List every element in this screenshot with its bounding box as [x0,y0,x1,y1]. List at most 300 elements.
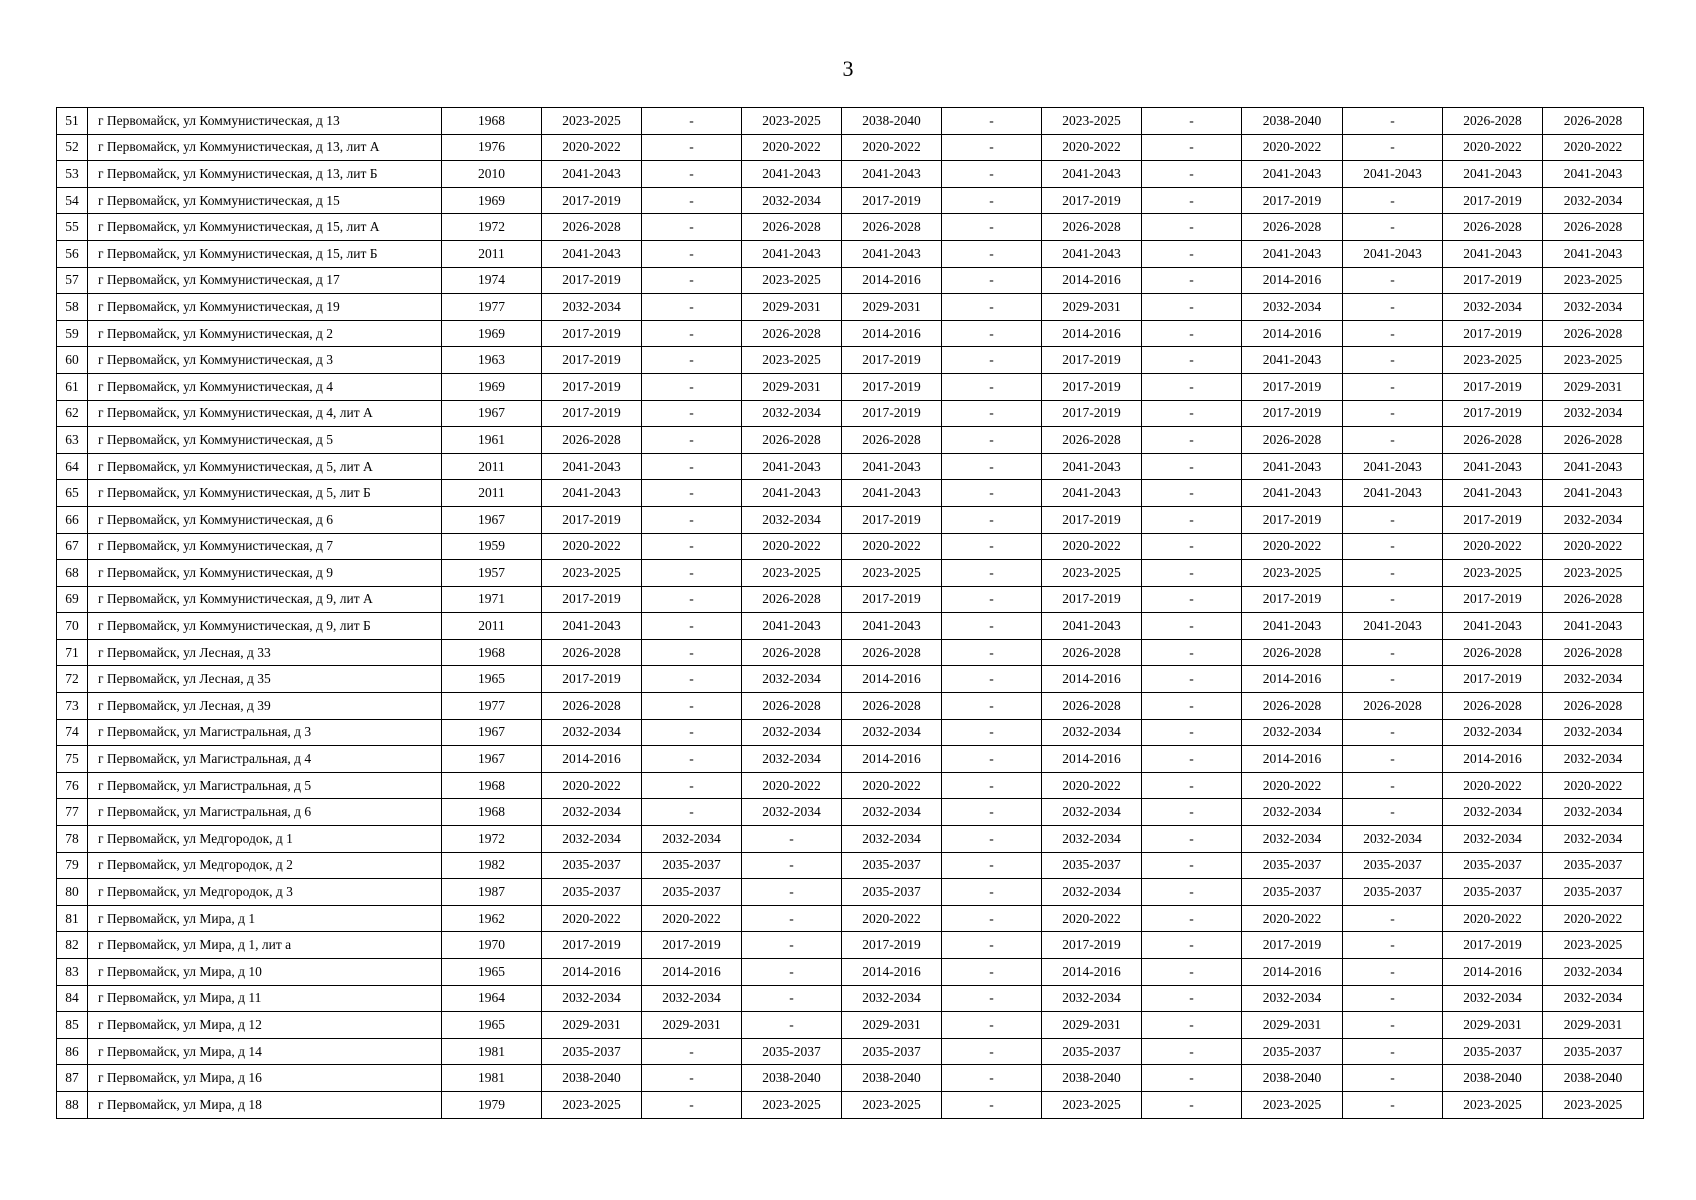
period-cell-9: - [1343,1091,1443,1118]
table-row [57,666,1644,693]
address-cell: г Первомайск, ул Коммунистическая, д 15 [88,187,442,214]
period-cell-5: - [942,879,1042,906]
period-cell-8: 2038-2040 [1242,1065,1343,1092]
period-cell-5: - [942,613,1042,640]
year-cell: 1968 [442,639,542,666]
period-cell-11: 2026-2028 [1543,586,1644,613]
period-cell-11: 2032-2034 [1543,985,1644,1012]
period-cell-5: - [942,639,1042,666]
period-cell-4: 2035-2037 [842,879,942,906]
period-cell-1: 2029-2031 [542,1012,642,1039]
period-cell-2: - [642,1038,742,1065]
table-body [57,108,1644,1119]
period-cell-8: 2026-2028 [1242,214,1343,241]
period-cell-1: 2032-2034 [542,719,642,746]
period-cell-7: - [1142,879,1242,906]
period-cell-7: - [1142,533,1242,560]
period-cell-7: - [1142,214,1242,241]
period-cell-3: - [742,932,842,959]
period-cell-2: - [642,613,742,640]
period-cell-3: 2041-2043 [742,480,842,507]
period-cell-1: 2023-2025 [542,1091,642,1118]
period-cell-10: 2026-2028 [1443,693,1543,720]
row-number-cell: 68 [57,560,88,587]
address-cell: г Первомайск, ул Медгородок, д 1 [88,826,442,853]
period-cell-2: 2020-2022 [642,905,742,932]
address-cell: г Первомайск, ул Коммунистическая, д 9 [88,560,442,587]
period-cell-4: 2038-2040 [842,1065,942,1092]
period-cell-4: 2032-2034 [842,826,942,853]
year-cell: 1979 [442,1091,542,1118]
period-cell-4: 2038-2040 [842,108,942,135]
period-cell-9: 2041-2043 [1343,453,1443,480]
table-row [57,214,1644,241]
address-cell: г Первомайск, ул Мира, д 14 [88,1038,442,1065]
period-cell-6: 2014-2016 [1042,959,1142,986]
year-cell: 1974 [442,267,542,294]
period-cell-8: 2041-2043 [1242,613,1343,640]
period-cell-6: 2026-2028 [1042,639,1142,666]
period-cell-6: 2032-2034 [1042,719,1142,746]
table-row [57,985,1644,1012]
period-cell-4: 2017-2019 [842,932,942,959]
period-cell-1: 2026-2028 [542,427,642,454]
row-number-cell: 59 [57,320,88,347]
year-cell: 1972 [442,826,542,853]
period-cell-3: - [742,1012,842,1039]
period-cell-2: 2014-2016 [642,959,742,986]
period-cell-2: - [642,772,742,799]
period-cell-9: - [1343,1012,1443,1039]
period-cell-2: - [642,267,742,294]
period-cell-11: 2032-2034 [1543,400,1644,427]
period-cell-10: 2020-2022 [1443,772,1543,799]
year-cell: 1968 [442,772,542,799]
period-cell-5: - [942,320,1042,347]
table-row [57,746,1644,773]
period-cell-1: 2041-2043 [542,480,642,507]
period-cell-6: 2017-2019 [1042,347,1142,374]
period-cell-5: - [942,1038,1042,1065]
period-cell-11: 2032-2034 [1543,666,1644,693]
period-cell-2: - [642,1091,742,1118]
period-cell-2: - [642,533,742,560]
period-cell-9: - [1343,586,1443,613]
period-cell-2: - [642,187,742,214]
period-cell-9: - [1343,320,1443,347]
period-cell-3: 2026-2028 [742,427,842,454]
period-cell-10: 2041-2043 [1443,161,1543,188]
year-cell: 1959 [442,533,542,560]
row-number-cell: 66 [57,506,88,533]
period-cell-10: 2041-2043 [1443,480,1543,507]
period-cell-11: 2029-2031 [1543,373,1644,400]
period-cell-7: - [1142,985,1242,1012]
period-cell-3: 2023-2025 [742,267,842,294]
period-cell-4: 2023-2025 [842,1091,942,1118]
period-cell-4: 2014-2016 [842,666,942,693]
period-cell-6: 2041-2043 [1042,480,1142,507]
period-cell-3: 2041-2043 [742,613,842,640]
period-cell-10: 2014-2016 [1443,746,1543,773]
schedule-table [56,107,1644,1119]
period-cell-8: 2014-2016 [1242,959,1343,986]
period-cell-9: - [1343,347,1443,374]
period-cell-5: - [942,1091,1042,1118]
period-cell-2: - [642,639,742,666]
period-cell-4: 2032-2034 [842,799,942,826]
period-cell-8: 2017-2019 [1242,187,1343,214]
period-cell-7: - [1142,772,1242,799]
address-cell: г Первомайск, ул Коммунистическая, д 17 [88,267,442,294]
period-cell-1: 2032-2034 [542,985,642,1012]
period-cell-1: 2038-2040 [542,1065,642,1092]
period-cell-11: 2026-2028 [1543,108,1644,135]
period-cell-5: - [942,719,1042,746]
table-row [57,693,1644,720]
period-cell-9: - [1343,1065,1443,1092]
row-number-cell: 65 [57,480,88,507]
address-cell: г Первомайск, ул Коммунистическая, д 15, лит А [88,214,442,241]
period-cell-11: 2020-2022 [1543,134,1644,161]
address-cell: г Первомайск, ул Коммунистическая, д 5, лит Б [88,480,442,507]
period-cell-4: 2026-2028 [842,693,942,720]
period-cell-5: - [942,852,1042,879]
period-cell-2: - [642,1065,742,1092]
period-cell-11: 2041-2043 [1543,161,1644,188]
period-cell-5: - [942,373,1042,400]
address-cell: г Первомайск, ул Коммунистическая, д 4, лит А [88,400,442,427]
period-cell-8: 2026-2028 [1242,693,1343,720]
period-cell-11: 2032-2034 [1543,719,1644,746]
year-cell: 1969 [442,373,542,400]
row-number-cell: 61 [57,373,88,400]
period-cell-10: 2017-2019 [1443,506,1543,533]
period-cell-4: 2017-2019 [842,506,942,533]
period-cell-4: 2041-2043 [842,161,942,188]
period-cell-7: - [1142,666,1242,693]
period-cell-4: 2041-2043 [842,240,942,267]
period-cell-4: 2035-2037 [842,852,942,879]
period-cell-9: - [1343,267,1443,294]
address-cell: г Первомайск, ул Коммунистическая, д 13 [88,108,442,135]
year-cell: 1969 [442,187,542,214]
period-cell-6: 2038-2040 [1042,1065,1142,1092]
period-cell-2: - [642,506,742,533]
period-cell-7: - [1142,1065,1242,1092]
period-cell-8: 2035-2037 [1242,852,1343,879]
address-cell: г Первомайск, ул Медгородок, д 3 [88,879,442,906]
address-cell: г Первомайск, ул Магистральная, д 4 [88,746,442,773]
period-cell-6: 2017-2019 [1042,373,1142,400]
period-cell-2: - [642,108,742,135]
period-cell-4: 2020-2022 [842,905,942,932]
table-row [57,826,1644,853]
period-cell-6: 2032-2034 [1042,826,1142,853]
period-cell-9: - [1343,506,1443,533]
period-cell-6: 2035-2037 [1042,852,1142,879]
period-cell-11: 2023-2025 [1543,267,1644,294]
period-cell-8: 2014-2016 [1242,320,1343,347]
period-cell-5: - [942,108,1042,135]
row-number-cell: 58 [57,294,88,321]
period-cell-11: 2032-2034 [1543,506,1644,533]
address-cell: г Первомайск, ул Лесная, д 39 [88,693,442,720]
period-cell-7: - [1142,959,1242,986]
year-cell: 1963 [442,347,542,374]
table-row [57,533,1644,560]
period-cell-5: - [942,560,1042,587]
period-cell-5: - [942,905,1042,932]
year-cell: 1965 [442,959,542,986]
period-cell-8: 2023-2025 [1242,560,1343,587]
period-cell-3: 2035-2037 [742,1038,842,1065]
year-cell: 1967 [442,719,542,746]
period-cell-6: 2023-2025 [1042,560,1142,587]
row-number-cell: 81 [57,905,88,932]
period-cell-7: - [1142,320,1242,347]
period-cell-10: 2029-2031 [1443,1012,1543,1039]
period-cell-10: 2032-2034 [1443,799,1543,826]
period-cell-10: 2020-2022 [1443,134,1543,161]
year-cell: 1968 [442,108,542,135]
period-cell-2: - [642,480,742,507]
period-cell-10: 2017-2019 [1443,932,1543,959]
period-cell-8: 2020-2022 [1242,134,1343,161]
period-cell-6: 2014-2016 [1042,320,1142,347]
period-cell-4: 2020-2022 [842,772,942,799]
period-cell-7: - [1142,852,1242,879]
period-cell-5: - [942,134,1042,161]
period-cell-11: 2041-2043 [1543,480,1644,507]
period-cell-9: - [1343,772,1443,799]
period-cell-1: 2017-2019 [542,267,642,294]
period-cell-2: 2032-2034 [642,826,742,853]
year-cell: 1971 [442,586,542,613]
year-cell: 1957 [442,560,542,587]
table-row [57,852,1644,879]
period-cell-3: 2026-2028 [742,320,842,347]
period-cell-2: - [642,586,742,613]
year-cell: 1970 [442,932,542,959]
period-cell-10: 2041-2043 [1443,453,1543,480]
period-cell-10: 2020-2022 [1443,905,1543,932]
period-cell-11: 2041-2043 [1543,240,1644,267]
period-cell-10: 2026-2028 [1443,639,1543,666]
address-cell: г Первомайск, ул Коммунистическая, д 13, лит А [88,134,442,161]
period-cell-7: - [1142,267,1242,294]
period-cell-3: 2026-2028 [742,639,842,666]
period-cell-2: - [642,134,742,161]
row-number-cell: 83 [57,959,88,986]
row-number-cell: 84 [57,985,88,1012]
period-cell-8: 2017-2019 [1242,586,1343,613]
year-cell: 1961 [442,427,542,454]
period-cell-8: 2014-2016 [1242,267,1343,294]
period-cell-4: 2017-2019 [842,347,942,374]
period-cell-4: 2041-2043 [842,613,942,640]
period-cell-1: 2032-2034 [542,826,642,853]
period-cell-5: - [942,746,1042,773]
period-cell-9: - [1343,134,1443,161]
period-cell-3: 2020-2022 [742,533,842,560]
period-cell-8: 2032-2034 [1242,719,1343,746]
year-cell: 1968 [442,799,542,826]
period-cell-5: - [942,480,1042,507]
period-cell-9: - [1343,187,1443,214]
address-cell: г Первомайск, ул Коммунистическая, д 5, лит А [88,453,442,480]
period-cell-1: 2020-2022 [542,772,642,799]
period-cell-8: 2032-2034 [1242,826,1343,853]
table-row [57,506,1644,533]
period-cell-8: 2035-2037 [1242,1038,1343,1065]
period-cell-8: 2032-2034 [1242,294,1343,321]
period-cell-8: 2020-2022 [1242,533,1343,560]
year-cell: 1976 [442,134,542,161]
year-cell: 1962 [442,905,542,932]
row-number-cell: 80 [57,879,88,906]
period-cell-3: 2026-2028 [742,214,842,241]
period-cell-3: 2041-2043 [742,161,842,188]
period-cell-4: 2014-2016 [842,746,942,773]
period-cell-8: 2017-2019 [1242,400,1343,427]
period-cell-4: 2026-2028 [842,639,942,666]
address-cell: г Первомайск, ул Магистральная, д 5 [88,772,442,799]
period-cell-7: - [1142,400,1242,427]
period-cell-7: - [1142,506,1242,533]
period-cell-11: 2023-2025 [1543,347,1644,374]
period-cell-8: 2017-2019 [1242,373,1343,400]
period-cell-11: 2032-2034 [1543,826,1644,853]
period-cell-6: 2026-2028 [1042,214,1142,241]
period-cell-10: 2017-2019 [1443,400,1543,427]
period-cell-8: 2020-2022 [1242,772,1343,799]
period-cell-8: 2041-2043 [1242,347,1343,374]
period-cell-10: 2017-2019 [1443,373,1543,400]
address-cell: г Первомайск, ул Мира, д 18 [88,1091,442,1118]
period-cell-11: 2023-2025 [1543,560,1644,587]
period-cell-6: 2014-2016 [1042,666,1142,693]
period-cell-9: - [1343,427,1443,454]
year-cell: 2011 [442,613,542,640]
year-cell: 1965 [442,1012,542,1039]
period-cell-4: 2026-2028 [842,214,942,241]
period-cell-7: - [1142,134,1242,161]
period-cell-7: - [1142,240,1242,267]
address-cell: г Первомайск, ул Мира, д 11 [88,985,442,1012]
period-cell-9: - [1343,666,1443,693]
period-cell-11: 2026-2028 [1543,214,1644,241]
period-cell-1: 2020-2022 [542,905,642,932]
period-cell-6: 2017-2019 [1042,187,1142,214]
period-cell-5: - [942,1012,1042,1039]
period-cell-4: 2014-2016 [842,320,942,347]
period-cell-2: - [642,666,742,693]
period-cell-11: 2035-2037 [1543,852,1644,879]
period-cell-1: 2035-2037 [542,1038,642,1065]
period-cell-7: - [1142,1038,1242,1065]
period-cell-11: 2026-2028 [1543,320,1644,347]
row-number-cell: 77 [57,799,88,826]
table-row [57,959,1644,986]
period-cell-6: 2029-2031 [1042,1012,1142,1039]
period-cell-1: 2017-2019 [542,932,642,959]
row-number-cell: 79 [57,852,88,879]
period-cell-1: 2020-2022 [542,533,642,560]
period-cell-6: 2017-2019 [1042,586,1142,613]
period-cell-8: 2035-2037 [1242,879,1343,906]
table-row [57,480,1644,507]
period-cell-8: 2014-2016 [1242,666,1343,693]
period-cell-5: - [942,240,1042,267]
period-cell-9: 2026-2028 [1343,693,1443,720]
period-cell-10: 2014-2016 [1443,959,1543,986]
period-cell-6: 2041-2043 [1042,240,1142,267]
period-cell-8: 2041-2043 [1242,161,1343,188]
period-cell-9: 2035-2037 [1343,879,1443,906]
year-cell: 1967 [442,400,542,427]
period-cell-10: 2035-2037 [1443,852,1543,879]
period-cell-9: - [1343,294,1443,321]
period-cell-3: 2041-2043 [742,240,842,267]
period-cell-1: 2017-2019 [542,506,642,533]
period-cell-3: - [742,826,842,853]
period-cell-7: - [1142,373,1242,400]
period-cell-2: 2035-2037 [642,879,742,906]
period-cell-1: 2017-2019 [542,400,642,427]
period-cell-7: - [1142,932,1242,959]
period-cell-10: 2017-2019 [1443,187,1543,214]
period-cell-1: 2017-2019 [542,373,642,400]
period-cell-2: - [642,240,742,267]
period-cell-7: - [1142,746,1242,773]
period-cell-3: 2032-2034 [742,719,842,746]
period-cell-7: - [1142,453,1242,480]
address-cell: г Первомайск, ул Магистральная, д 6 [88,799,442,826]
table-row [57,373,1644,400]
period-cell-6: 2041-2043 [1042,453,1142,480]
address-cell: г Первомайск, ул Коммунистическая, д 9, лит Б [88,613,442,640]
period-cell-5: - [942,985,1042,1012]
period-cell-3: 2023-2025 [742,560,842,587]
period-cell-3: 2020-2022 [742,134,842,161]
period-cell-3: 2041-2043 [742,453,842,480]
row-number-cell: 88 [57,1091,88,1118]
row-number-cell: 60 [57,347,88,374]
period-cell-2: - [642,320,742,347]
period-cell-9: 2041-2043 [1343,613,1443,640]
period-cell-7: - [1142,560,1242,587]
period-cell-5: - [942,959,1042,986]
address-cell: г Первомайск, ул Коммунистическая, д 19 [88,294,442,321]
table-row [57,879,1644,906]
period-cell-11: 2026-2028 [1543,639,1644,666]
row-number-cell: 86 [57,1038,88,1065]
table-row [57,240,1644,267]
period-cell-9: - [1343,560,1443,587]
period-cell-7: - [1142,427,1242,454]
table-row [57,427,1644,454]
year-cell: 1987 [442,879,542,906]
address-cell: г Первомайск, ул Мира, д 10 [88,959,442,986]
period-cell-2: - [642,719,742,746]
period-cell-8: 2014-2016 [1242,746,1343,773]
period-cell-5: - [942,453,1042,480]
period-cell-5: - [942,772,1042,799]
period-cell-6: 2041-2043 [1042,161,1142,188]
period-cell-1: 2026-2028 [542,214,642,241]
period-cell-11: 2038-2040 [1543,1065,1644,1092]
